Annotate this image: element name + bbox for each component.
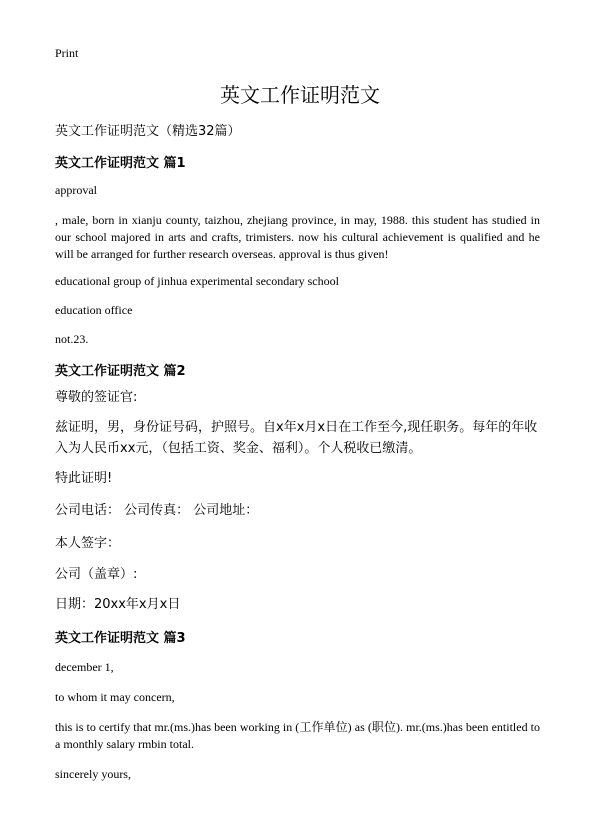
section-1-paragraph: education office (55, 303, 133, 317)
section-2-paragraph: 兹证明，男，身份证号码，护照号。自x年x月x日在工作至今,现任职务。每年的年收入为人民币xx元，（包括工资、奖金、福利）。个人税收已缴清。 (55, 420, 538, 456)
section-2-paragraph: 本人签字： (55, 536, 121, 551)
document-subtitle: 英文工作证明范文（精选32篇） (55, 124, 241, 139)
section-2-paragraph: 尊敬的签证官: (55, 390, 138, 405)
section-1-heading: 英文工作证明范文 篇1 (55, 156, 186, 171)
section-3-paragraph: to whom it may concern, (55, 690, 175, 704)
section-2-heading: 英文工作证明范文 篇2 (55, 364, 186, 379)
section-1-paragraph: approval (55, 183, 97, 197)
section-1-paragraph: educational group of jinhua experimental secondary school (55, 274, 339, 288)
section-2-paragraph: 特此证明! (55, 471, 113, 486)
section-1-paragraph: not.23. (55, 332, 89, 346)
document-title: 英文工作证明范文 (220, 83, 380, 107)
section-3-paragraph: sincerely yours, (55, 767, 131, 781)
section-3-paragraph: this is to certify that mr.(ms.)has been working in (工作单位) as (职位). mr.(ms.)has been entitled to a monthly salary rmbin total. (55, 720, 540, 751)
section-2-paragraph: 日期：20xx年x月x日 (55, 597, 181, 612)
print-label: Print (55, 46, 79, 60)
section-2-paragraph: 公司（盖章）: (55, 567, 138, 582)
section-1-paragraph: , male, born in xianju county, taizhou, zhejiang province, in may, 1988. this student has studied in our school majored in arts and crafts, trimisters. now his cultural achievement is qualified and he will be arranged for further research overseas. approval is thus given! (55, 213, 540, 261)
section-3-paragraph: december 1, (55, 660, 114, 674)
section-3-heading: 英文工作证明范文 篇3 (55, 631, 186, 646)
section-2-paragraph: 公司电话： 公司传真： 公司地址： (55, 503, 259, 518)
